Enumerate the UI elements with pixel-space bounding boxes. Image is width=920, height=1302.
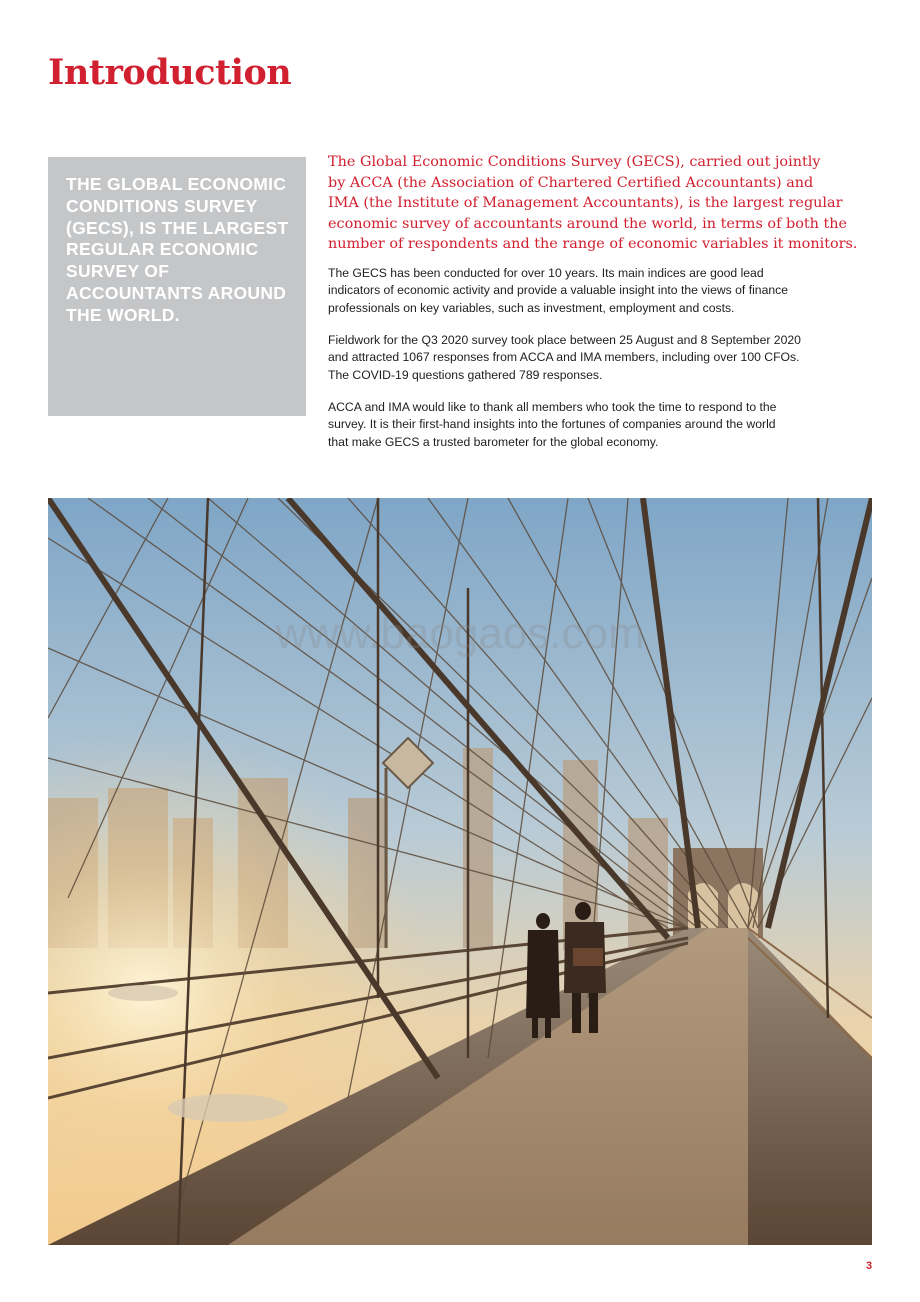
- body-paragraph-fieldwork: [328, 332, 878, 384]
- photo-watermark: www.baogaos.com: [275, 609, 645, 658]
- page-title: Introduction: [48, 52, 292, 93]
- body-paragraph-history: [328, 265, 878, 317]
- body-line: and attracted 1067 responses from ACCA and IMA members, including over 100 CFOs.: [328, 350, 800, 365]
- lead-line: IMA (the Institute of Management Accountants), is the largest regular: [328, 195, 843, 211]
- lead-line: by ACCA (the Association of Chartered Certified Accountants) and: [328, 174, 814, 191]
- body-line: indicators of economic activity and provide a valuable insight into the views of finance: [328, 283, 788, 298]
- body-line: that make GECS a trusted barometer for the global economy.: [328, 434, 659, 449]
- body-paragraph-thanks: [328, 399, 878, 451]
- body-line: The GECS has been conducted for over 10 years. Its main indices are good lead: [328, 266, 764, 280]
- pull-quote-text: THE GLOBAL ECONOMIC CONDITIONS SURVEY (GECS), IS THE LARGEST REGULAR ECONOMIC SURVEY OF ACCOUNTANTS AROUND THE WORLD.: [66, 174, 289, 325]
- lead-line: economic survey of accountants around the world, in terms of both the: [328, 215, 848, 232]
- body-line: professionals on key variables, such as investment, employment and costs.: [328, 300, 735, 315]
- body-line: ACCA and IMA would like to thank all members who took the time to respond to the: [328, 400, 777, 414]
- bridge-photo: [48, 498, 872, 1245]
- lead-line: The Global Economic Conditions Survey (GECS), carried out jointly: [328, 154, 821, 170]
- body-line: survey. It is their first-hand insights into the fortunes of companies around the world: [328, 417, 776, 432]
- lead-paragraph: [328, 152, 888, 255]
- lead-line: number of respondents and the range of economic variables it monitors.: [328, 236, 858, 252]
- body-line: The COVID-19 questions gathered 789 responses.: [328, 367, 603, 382]
- body-line: Fieldwork for the Q3 2020 survey took place between 25 August and 8 September 2020: [328, 333, 801, 347]
- pull-quote-box: [48, 157, 306, 416]
- page-number: 3: [866, 1260, 873, 1272]
